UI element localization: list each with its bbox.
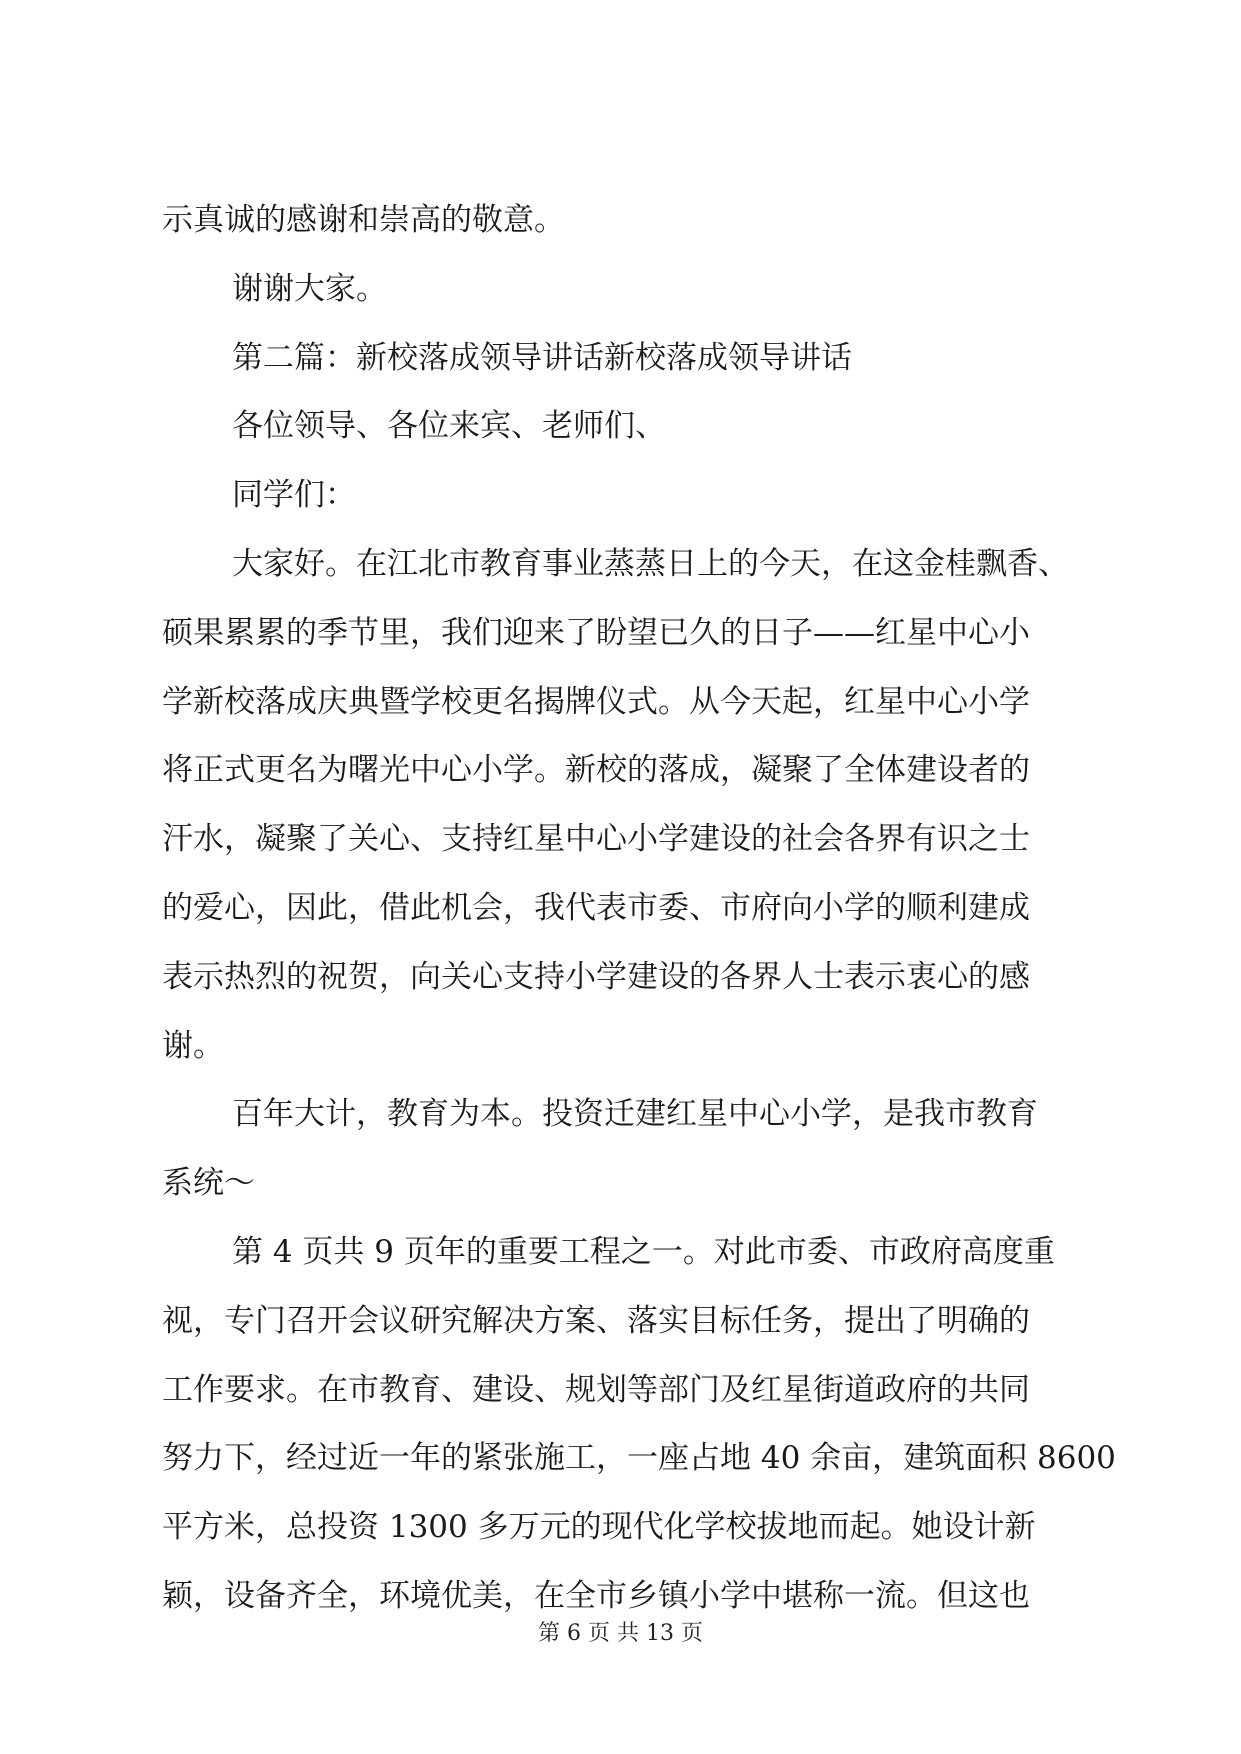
text-line: 大家好。在江北市教育事业蒸蒸日上的今天，在这金桂飘香、 <box>232 546 1069 582</box>
text-line: 百年大计，教育为本。投资迁建红星中心小学，是我市教育 <box>232 1096 1038 1132</box>
text-line: 谢谢大家。 <box>232 271 387 307</box>
text-line: 工作要求。在市教育、建设、规划等部门及红星街道政府的共同 <box>162 1372 1030 1408</box>
text-line: 第 4 页共 9 页年的重要工程之一。对此市委、市政府高度重 <box>232 1234 1055 1270</box>
text-line: 表示热烈的祝贺，向关心支持小学建设的各界人士表示衷心的感 <box>162 959 1030 995</box>
text-line: 各位领导、各位来宾、老师们、 <box>232 408 666 444</box>
text-line: 颖，设备齐全，环境优美，在全市乡镇小学中堪称一流。但这也 <box>162 1578 1030 1614</box>
text-line: 谢。 <box>162 1028 224 1064</box>
text-line: 的爱心，因此，借此机会，我代表市委、市府向小学的顺利建成 <box>162 890 1030 926</box>
section-heading: 第二篇：新校落成领导讲话新校落成领导讲话 <box>232 340 852 376</box>
text-line: 努力下，经过近一年的紧张施工，一座占地 40 余亩，建筑面积 8600 <box>162 1440 1116 1476</box>
text-line: 视，专门召开会议研究解决方案、落实目标任务，提出了明确的 <box>162 1303 1030 1339</box>
text-line: 系统～ <box>162 1165 255 1201</box>
text-line: 将正式更名为曙光中心小学。新校的落成，凝聚了全体建设者的 <box>162 752 1030 788</box>
text-line: 平方米，总投资 1300 多万元的现代化学校拔地而起。她设计新 <box>162 1509 1036 1545</box>
text-line: 汗水，凝聚了关心、支持红星中心小学建设的社会各界有识之士 <box>162 821 1030 857</box>
text-line: 硕果累累的季节里，我们迎来了盼望已久的日子——红星中心小 <box>162 615 1030 651</box>
text-line: 示真诚的感谢和崇高的敬意。 <box>162 202 565 238</box>
text-line: 学新校落成庆典暨学校更名揭牌仪式。从今天起，红星中心小学 <box>162 684 1030 720</box>
text-line: 同学们： <box>232 477 356 513</box>
page-footer: 第 6 页 共 13 页 <box>538 1621 703 1646</box>
